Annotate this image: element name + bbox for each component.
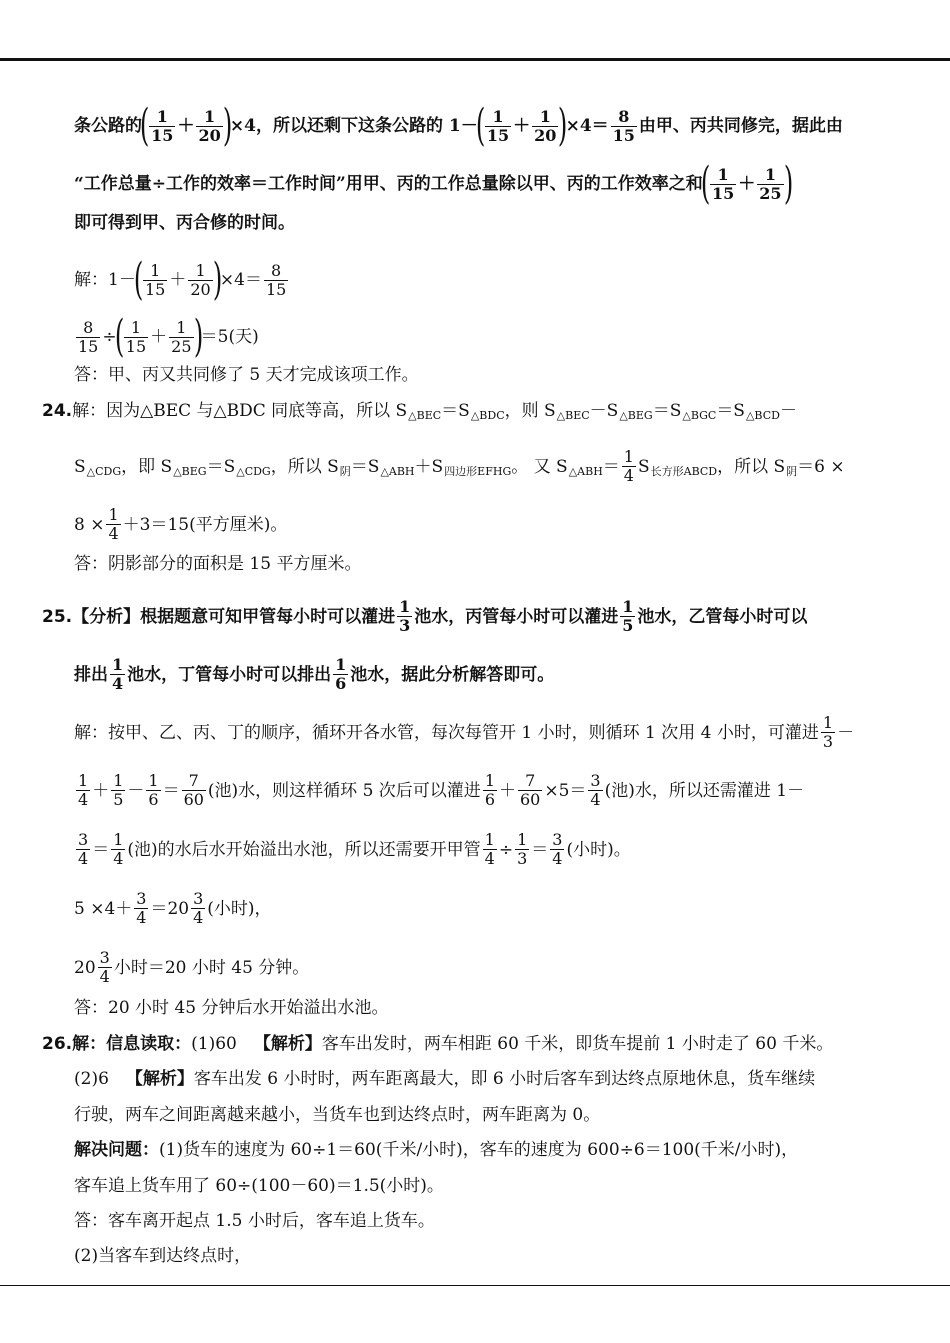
q23-line-1: 条公路的 ( 1 15 ＋ 1 20 ) ×4，所以还剩下这条公路的 1－ ( 1 15 ＋ 1 20 ) ×4＝ 8 15 由甲、丙共同修完，据此由 xyxy=(74,100,843,151)
q26-line-7: (2)当客车到达终点时， xyxy=(74,1246,252,1266)
question-number: 24. xyxy=(42,401,73,421)
q25-line-3: 解：按甲、乙、丙、丁的顺序，循环开各水管，每次每管开 1 小时，则循环 1 次用 4 小时，可灌进 1 3 － xyxy=(74,713,855,751)
analysis-tag: 【解析】 xyxy=(253,1034,322,1054)
analysis-tag: 【解析】 xyxy=(125,1069,194,1089)
q25-line-7: 20 3 4 小时＝20 小时 45 分钟。 xyxy=(74,948,310,986)
text: 条公路的 xyxy=(74,116,142,136)
bottom-rule xyxy=(0,1285,950,1286)
q26-line-5: 客车追上货车用了 60÷(100－60)＝1.5(小时)。 xyxy=(74,1176,444,1196)
q24-line-3: 8 × $\frac{1}{4}$ ＋3＝15(平方厘米)。 xyxy=(74,505,288,543)
q23-solution-2: $\frac{8}{15}$ ÷ ( 1 15 ＋ 1 25 ) ＝5(天) xyxy=(78,311,259,362)
top-rule xyxy=(0,58,950,61)
q23-solution-1: 解：1－ ( 1 15 ＋ 1 20 ) ×4＝ 8 15 xyxy=(74,254,287,305)
q26-line-3: 行驶，两车之间距离越来越小，当货车也到达终点时，两车距离为 0。 xyxy=(74,1105,601,1125)
q26-line-1: 26. 解：信息读取： (1)60 【解析】 客车出发时，两车相距 60 千米，即货车提前 1 小时走了 60 千米。 xyxy=(42,1034,834,1054)
paren-close: ) xyxy=(222,100,233,151)
fraction: 1 15 xyxy=(151,106,174,145)
q26-line-2: (2)6 【解析】 客车出发 6 小时时，两车距离最大，即 6 小时后客车到达终点原地休息，货车继续 xyxy=(74,1069,816,1089)
paren-open: ( xyxy=(139,100,150,151)
q24-line-1: 24. 解：因为△BEC 与△BDC 同底等高，所以 S △BEC ＝S △BDC ，则 S △BEC －S △BEG ＝S △BGC ＝S △BCD － xyxy=(42,401,797,422)
fraction: 1 20 xyxy=(198,106,221,145)
q25-answer: 答：20 小时 45 分钟后水开始溢出水池。 xyxy=(74,998,389,1018)
analysis-tag: 【分析】 xyxy=(72,606,141,627)
q25-line-6: 5 ×4＋ 3 4 ＝20 3 4 (小时)， xyxy=(74,889,272,927)
q26-line-4: 解决问题： (1)货车的速度为 60÷1＝60(千米/小时)，客车的速度为 600÷6＝100(千米/小时)， xyxy=(74,1140,799,1160)
question-number: 26. xyxy=(42,1034,73,1054)
text: ×4，所以还剩下这条公路的 1－ xyxy=(229,116,478,136)
q25-line-4: 1 4 ＋ 1 5 － 1 6 ＝ 7 60 (池)水，则这样循环 5 次后可以灌进 1 6 ＋ $\frac{7}{60}$ ×5＝ 3 4 (池)水，所以还需灌进 1－ xyxy=(78,771,805,809)
q24-answer: 答：阴影部分的面积是 15 平方厘米。 xyxy=(74,554,362,574)
q23-line-2: “工作总量÷工作的效率＝工作时间”用甲、丙的工作总量除以甲、丙的工作效率之和 ( 1 15 ＋ 1 25 ) xyxy=(74,158,793,209)
q23-answer: 答：甲、丙又共同修了 5 天才完成该项工作。 xyxy=(74,365,419,385)
q24-line-2: S △CDG ，即 S △BEG ＝S △CDG ，所以 S 阴 ＝S △ABH ＋S 四边形EFHG 。 又 S △ABH ＝ 1 4 S 长方形ABCD ，所以 S 阴 ＝6 × xyxy=(74,447,845,485)
question-number: 25. xyxy=(42,606,73,627)
q26-answer: 答：客车离开起点 1.5 小时后，客车追上货车。 xyxy=(74,1211,435,1231)
q23-line-3: 即可得到甲、丙合修的时间。 xyxy=(74,213,295,233)
text: “工作总量÷工作的效率＝工作时间”用甲、丙的工作总量除以甲、丙的工作效率之和 xyxy=(74,174,703,194)
q25-line-5: 3 4 ＝ 1 4 (池)的水后水开始溢出水池，所以还需要开甲管 $\frac{1}{4}$ ÷ $\frac{1}{3}$ ＝ 3 4 (小时)。 xyxy=(78,830,631,868)
text: 由甲、丙共同修完，据此由 xyxy=(638,116,843,136)
q25-line-1: 25. 【分析】 根据题意可知甲管每小时可以灌进 1 3 池水，丙管每小时可以灌进 1 5 池水，乙管每小时可以 xyxy=(42,597,808,635)
text: ×4＝ xyxy=(565,116,609,136)
q25-line-2: 排出 1 4 池水，丁管每小时可以排出 1 6 池水，据此分析解答即可。 xyxy=(74,655,555,693)
